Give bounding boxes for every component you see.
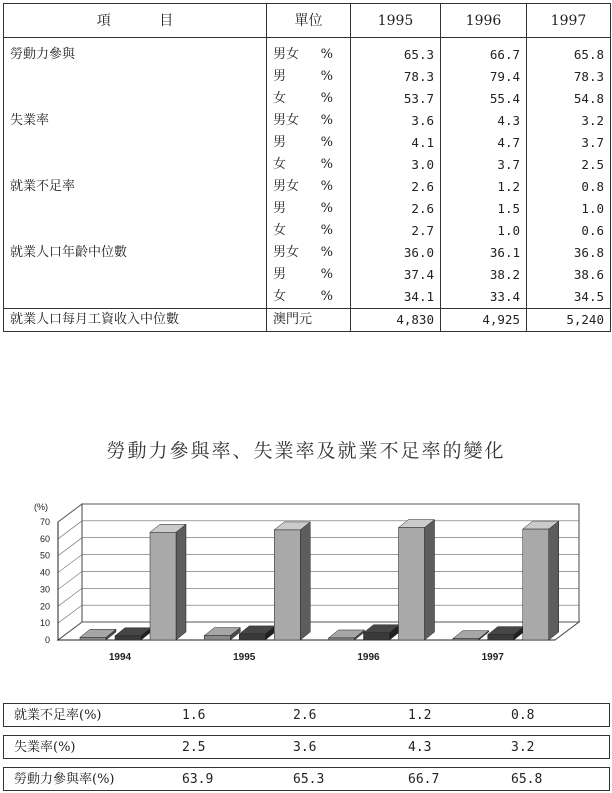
row-unit-symbol: %	[320, 91, 333, 106]
header-1996: 1996	[441, 4, 527, 38]
data-row-value: 0.8	[511, 708, 535, 723]
row-1997: 3.7	[527, 132, 611, 154]
row-unit	[267, 220, 351, 242]
y-tick-label: 60	[39, 533, 50, 544]
row-unit	[267, 242, 351, 264]
bar	[204, 636, 230, 640]
data-row-label: 勞動力參與率(%)	[14, 772, 115, 787]
row-group: 男	[273, 267, 287, 282]
y-tick-label: 20	[39, 601, 50, 612]
x-tick-label: 1996	[357, 652, 380, 663]
row-unit	[267, 110, 351, 132]
row-1997: 65.8	[527, 38, 611, 67]
row-1996: 4,925	[441, 309, 527, 332]
y-tick-label: 30	[39, 584, 50, 595]
row-group: 女	[273, 289, 287, 304]
chart-title: 勞動力參與率、失業率及就業不足率的變化	[106, 440, 506, 462]
row-item	[4, 286, 267, 309]
row-unit	[267, 88, 351, 110]
table-row	[4, 66, 611, 88]
data-row-underemployment	[3, 703, 610, 727]
stats-table	[3, 3, 611, 332]
row-1995: 34.1	[351, 286, 441, 309]
row-item	[4, 132, 267, 154]
row-1997: 1.0	[527, 198, 611, 220]
row-1996: 1.5	[441, 198, 527, 220]
row-1996: 4.7	[441, 132, 527, 154]
row-unit-symbol: %	[320, 157, 333, 172]
row-unit	[267, 309, 351, 332]
x-tick-label: 1995	[233, 652, 256, 663]
row-unit-symbol: %	[320, 289, 333, 304]
row-1995: 2.7	[351, 220, 441, 242]
row-1995: 4,830	[351, 309, 441, 332]
row-1995: 2.6	[351, 176, 441, 198]
x-tick-label: 1994	[108, 652, 132, 663]
row-1995: 65.3	[351, 38, 441, 67]
bar	[80, 637, 106, 640]
bar-side	[300, 522, 310, 640]
bar	[239, 634, 265, 640]
bar-side	[425, 520, 435, 640]
table-row	[4, 110, 611, 132]
row-item: 失業率	[4, 110, 267, 132]
row-unit-symbol: %	[320, 69, 333, 84]
row-1995: 53.7	[351, 88, 441, 110]
row-unit-symbol: %	[320, 47, 333, 62]
table-row	[4, 264, 611, 286]
bar	[399, 528, 425, 640]
row-group: 男	[273, 69, 287, 84]
row-1996: 79.4	[441, 66, 527, 88]
row-item: 就業人口年齡中位數	[4, 242, 267, 264]
row-unit	[267, 132, 351, 154]
bar	[488, 635, 514, 640]
row-group: 男女	[273, 113, 300, 128]
data-row-label: 就業不足率(%)	[14, 708, 102, 723]
row-1997: 34.5	[527, 286, 611, 309]
row-item: 勞動力參與	[4, 38, 267, 67]
row-1997: 38.6	[527, 264, 611, 286]
row-group: 澳門元	[273, 312, 313, 327]
bar-chart	[0, 480, 612, 680]
data-row-value: 65.8	[511, 772, 543, 787]
row-unit-symbol: %	[320, 245, 333, 260]
row-1995: 3.0	[351, 154, 441, 176]
row-item	[4, 198, 267, 220]
row-group: 女	[273, 91, 287, 106]
row-unit	[267, 66, 351, 88]
data-row-label: 失業率(%)	[14, 740, 76, 755]
row-unit	[267, 264, 351, 286]
table-row	[4, 286, 611, 309]
row-1995: 3.6	[351, 110, 441, 132]
y-tick-label: 0	[44, 635, 50, 645]
data-row-unemployment	[3, 735, 610, 759]
row-item	[4, 154, 267, 176]
row-unit-symbol: %	[320, 135, 333, 150]
bar	[274, 530, 300, 640]
row-unit	[267, 154, 351, 176]
row-unit-symbol: %	[320, 113, 333, 128]
row-1995: 4.1	[351, 132, 441, 154]
row-item: 就業不足率	[4, 176, 267, 198]
data-row-value: 1.2	[408, 708, 432, 723]
data-row-value: 63.9	[182, 772, 214, 787]
y-tick-label: 40	[39, 567, 50, 578]
row-1996: 1.2	[441, 176, 527, 198]
chart-left-wall	[58, 504, 82, 640]
y-axis-unit-label: (%)	[34, 502, 48, 512]
row-item	[4, 264, 267, 286]
row-1995: 37.4	[351, 264, 441, 286]
row-1995: 78.3	[351, 66, 441, 88]
row-1996: 33.4	[441, 286, 527, 309]
row-1995: 2.6	[351, 198, 441, 220]
row-group: 男女	[273, 245, 300, 260]
row-group: 男女	[273, 179, 300, 194]
row-group: 男	[273, 201, 287, 216]
row-item: 就業人口每月工資收入中位數	[4, 309, 267, 332]
data-row-value: 3.2	[511, 740, 535, 755]
table-row	[4, 198, 611, 220]
row-1997: 0.6	[527, 220, 611, 242]
y-tick-label: 70	[39, 517, 50, 527]
header-item: 項 目	[4, 4, 267, 38]
data-row-value: 65.3	[293, 772, 325, 787]
row-1997: 3.2	[527, 110, 611, 132]
row-item	[4, 66, 267, 88]
row-group: 男女	[273, 47, 300, 62]
table-row	[4, 38, 611, 67]
table-row	[4, 132, 611, 154]
bar-side	[176, 524, 186, 640]
row-1996: 66.7	[441, 38, 527, 67]
row-1995: 36.0	[351, 242, 441, 264]
row-1996: 4.3	[441, 110, 527, 132]
header-unit: 單位	[267, 4, 351, 38]
row-1997: 78.3	[527, 66, 611, 88]
bar-side	[549, 521, 559, 640]
y-tick-label: 50	[39, 550, 50, 561]
row-unit-symbol: %	[320, 267, 333, 282]
bar	[453, 639, 479, 640]
table-body	[4, 38, 611, 332]
row-1996: 3.7	[441, 154, 527, 176]
row-1997: 5,240	[527, 309, 611, 332]
bar	[150, 532, 176, 640]
header-1997: 1997	[527, 4, 611, 38]
bar	[523, 529, 549, 640]
data-row-value: 2.5	[182, 740, 206, 755]
row-unit-symbol: %	[320, 201, 333, 216]
table-row	[4, 176, 611, 198]
row-unit	[267, 286, 351, 309]
header-1995: 1995	[351, 4, 441, 38]
row-1996: 1.0	[441, 220, 527, 242]
row-item	[4, 88, 267, 110]
y-tick-label: 10	[39, 618, 50, 629]
row-1997: 54.8	[527, 88, 611, 110]
row-1996: 55.4	[441, 88, 527, 110]
bar	[115, 636, 141, 640]
table-header-row	[4, 4, 611, 38]
row-group: 女	[273, 223, 287, 238]
row-unit-symbol: %	[320, 223, 333, 238]
x-tick-label: 1997	[481, 652, 504, 663]
row-item	[4, 220, 267, 242]
table-row	[4, 242, 611, 264]
row-unit-symbol: %	[320, 179, 333, 194]
data-row-value: 66.7	[408, 772, 440, 787]
table-row	[4, 220, 611, 242]
data-row-value: 3.6	[293, 740, 317, 755]
row-1996: 36.1	[441, 242, 527, 264]
row-1997: 0.8	[527, 176, 611, 198]
row-1997: 36.8	[527, 242, 611, 264]
data-row-value: 2.6	[293, 708, 317, 723]
data-row-participation	[3, 767, 610, 791]
row-1997: 2.5	[527, 154, 611, 176]
row-group: 男	[273, 135, 287, 150]
row-group: 女	[273, 157, 287, 172]
table-row	[4, 88, 611, 110]
row-unit	[267, 38, 351, 67]
row-unit	[267, 198, 351, 220]
table-row	[4, 309, 611, 332]
row-unit	[267, 176, 351, 198]
row-1996: 38.2	[441, 264, 527, 286]
data-row-value: 4.3	[408, 740, 432, 755]
bar	[364, 633, 390, 640]
bar	[329, 638, 355, 640]
data-row-value: 1.6	[182, 708, 206, 723]
table-row	[4, 154, 611, 176]
